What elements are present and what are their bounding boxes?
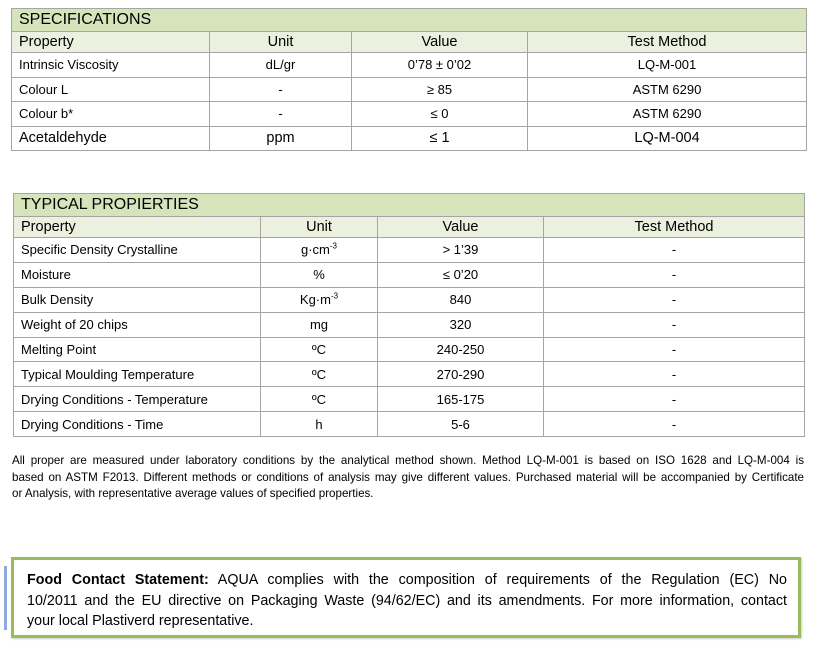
value-cell: 840 — [378, 287, 544, 312]
test-method-cell: - — [544, 362, 805, 387]
unit-base: ºC — [311, 366, 327, 382]
measurement-note — [12, 453, 804, 503]
column-header-unit: Unit — [210, 32, 352, 53]
food-contact-text: AQUA complies with the composition of requirements of the Regulation (EC) No — [217, 572, 787, 588]
unit-cell — [261, 387, 378, 412]
test-method-cell: - — [544, 287, 805, 312]
column-header-value: Value — [352, 32, 528, 53]
side-accent-bar — [4, 566, 7, 630]
column-header-test-method: Test Method — [544, 217, 805, 238]
food-contact-line: your local Plastiverd representative. — [27, 613, 254, 629]
column-header-property: Property — [12, 32, 210, 53]
table-row — [14, 387, 805, 412]
test-method-cell: LQ-M-001 — [528, 53, 807, 78]
property-cell: Moisture — [14, 262, 261, 287]
unit-base: h — [315, 416, 323, 432]
test-method-cell: - — [544, 337, 805, 362]
value-cell: 320 — [378, 312, 544, 337]
food-contact-label: Food Contact Statement: — [27, 572, 209, 588]
property-cell: Acetaldehyde — [12, 126, 210, 151]
food-contact-box — [11, 557, 801, 638]
note-line: based on ASTM F2013. Different methods or conditions of analysis may give different values. Purchased material will be accompanied by Certificate — [12, 470, 804, 484]
value-cell: ≥ 85 — [352, 77, 528, 102]
column-header-value: Value — [378, 217, 544, 238]
food-contact-line — [27, 570, 787, 591]
unit-base: ºC — [311, 342, 327, 357]
unit-cell: ppm — [210, 126, 352, 151]
column-header-test-method: Test Method — [528, 32, 807, 53]
table-row — [12, 53, 807, 78]
table-row — [14, 262, 805, 287]
property-cell: Typical Moulding Temperature — [14, 362, 261, 387]
test-method-cell: - — [544, 262, 805, 287]
value-cell: 5-6 — [378, 412, 544, 437]
unit-base: Kg·m — [299, 292, 331, 308]
unit-cell — [261, 312, 378, 337]
value-cell: ≤ 0’20 — [378, 262, 544, 287]
note-line: or Analysis, with representative average values of specified properties. — [12, 487, 374, 500]
unit-exponent: -3 — [330, 291, 339, 301]
value-cell: > 1’39 — [378, 238, 544, 263]
table-row — [14, 238, 805, 263]
test-method-cell: LQ-M-004 — [528, 126, 807, 151]
unit-exponent: -3 — [329, 242, 337, 252]
table-row — [12, 126, 807, 151]
column-header-property: Property — [14, 217, 261, 238]
unit-cell: - — [210, 77, 352, 102]
table-row — [14, 312, 805, 337]
test-method-cell: ASTM 6290 — [528, 77, 807, 102]
column-header-unit: Unit — [261, 217, 378, 238]
test-method-cell: - — [544, 312, 805, 337]
test-method-cell: - — [544, 238, 805, 263]
value-cell: 240-250 — [378, 337, 544, 362]
unit-cell — [261, 412, 378, 437]
property-cell: Drying Conditions - Temperature — [14, 387, 261, 412]
test-method-cell: - — [544, 387, 805, 412]
property-cell: Melting Point — [14, 337, 261, 362]
unit-cell — [261, 287, 378, 312]
unit-cell — [261, 238, 378, 263]
unit-cell — [261, 362, 378, 387]
value-cell: 0’78 ± 0’02 — [352, 53, 528, 78]
value-cell: ≤ 1 — [352, 126, 528, 151]
unit-cell: - — [210, 102, 352, 127]
unit-cell: dL/gr — [210, 53, 352, 78]
note-line: All proper are measured under laboratory conditions by the analytical method shown. Method LQ-M-001 is based on ISO 1628 and LQ-M-004 is — [12, 454, 804, 467]
value-cell: 270-290 — [378, 362, 544, 387]
table-row — [14, 287, 805, 312]
unit-base: % — [313, 267, 325, 283]
unit-base: g·cm — [300, 242, 330, 258]
value-cell: ≤ 0 — [352, 102, 528, 127]
specifications-table — [11, 8, 807, 151]
property-cell: Colour L — [12, 77, 210, 102]
table-row — [12, 77, 807, 102]
property-cell: Weight of 20 chips — [14, 312, 261, 337]
typical-properties-table — [13, 193, 805, 437]
unit-base: ºC — [311, 391, 327, 407]
table-row — [12, 102, 807, 127]
property-cell: Bulk Density — [14, 287, 261, 312]
unit-base: mg — [309, 317, 329, 333]
unit-cell — [261, 337, 378, 362]
table-row — [14, 412, 805, 437]
food-contact-line: 10/2011 and the EU directive on Packaging Waste (94/62/EC) and its amendments. For more information, contact — [27, 592, 787, 609]
property-cell: Intrinsic Viscosity — [12, 53, 210, 78]
test-method-cell: ASTM 6290 — [528, 102, 807, 127]
property-cell: Specific Density Crystalline — [14, 238, 261, 263]
table-row — [14, 362, 805, 387]
typical-properties-title: TYPICAL PROPIERTIES — [14, 194, 805, 217]
property-cell: Colour b* — [12, 102, 210, 127]
property-cell: Drying Conditions - Time — [14, 412, 261, 437]
value-cell: 165-175 — [378, 387, 544, 412]
table-row — [14, 337, 805, 362]
test-method-cell: - — [544, 412, 805, 437]
specifications-title: SPECIFICATIONS — [12, 9, 807, 32]
unit-cell — [261, 262, 378, 287]
food-contact-statement — [27, 570, 787, 632]
